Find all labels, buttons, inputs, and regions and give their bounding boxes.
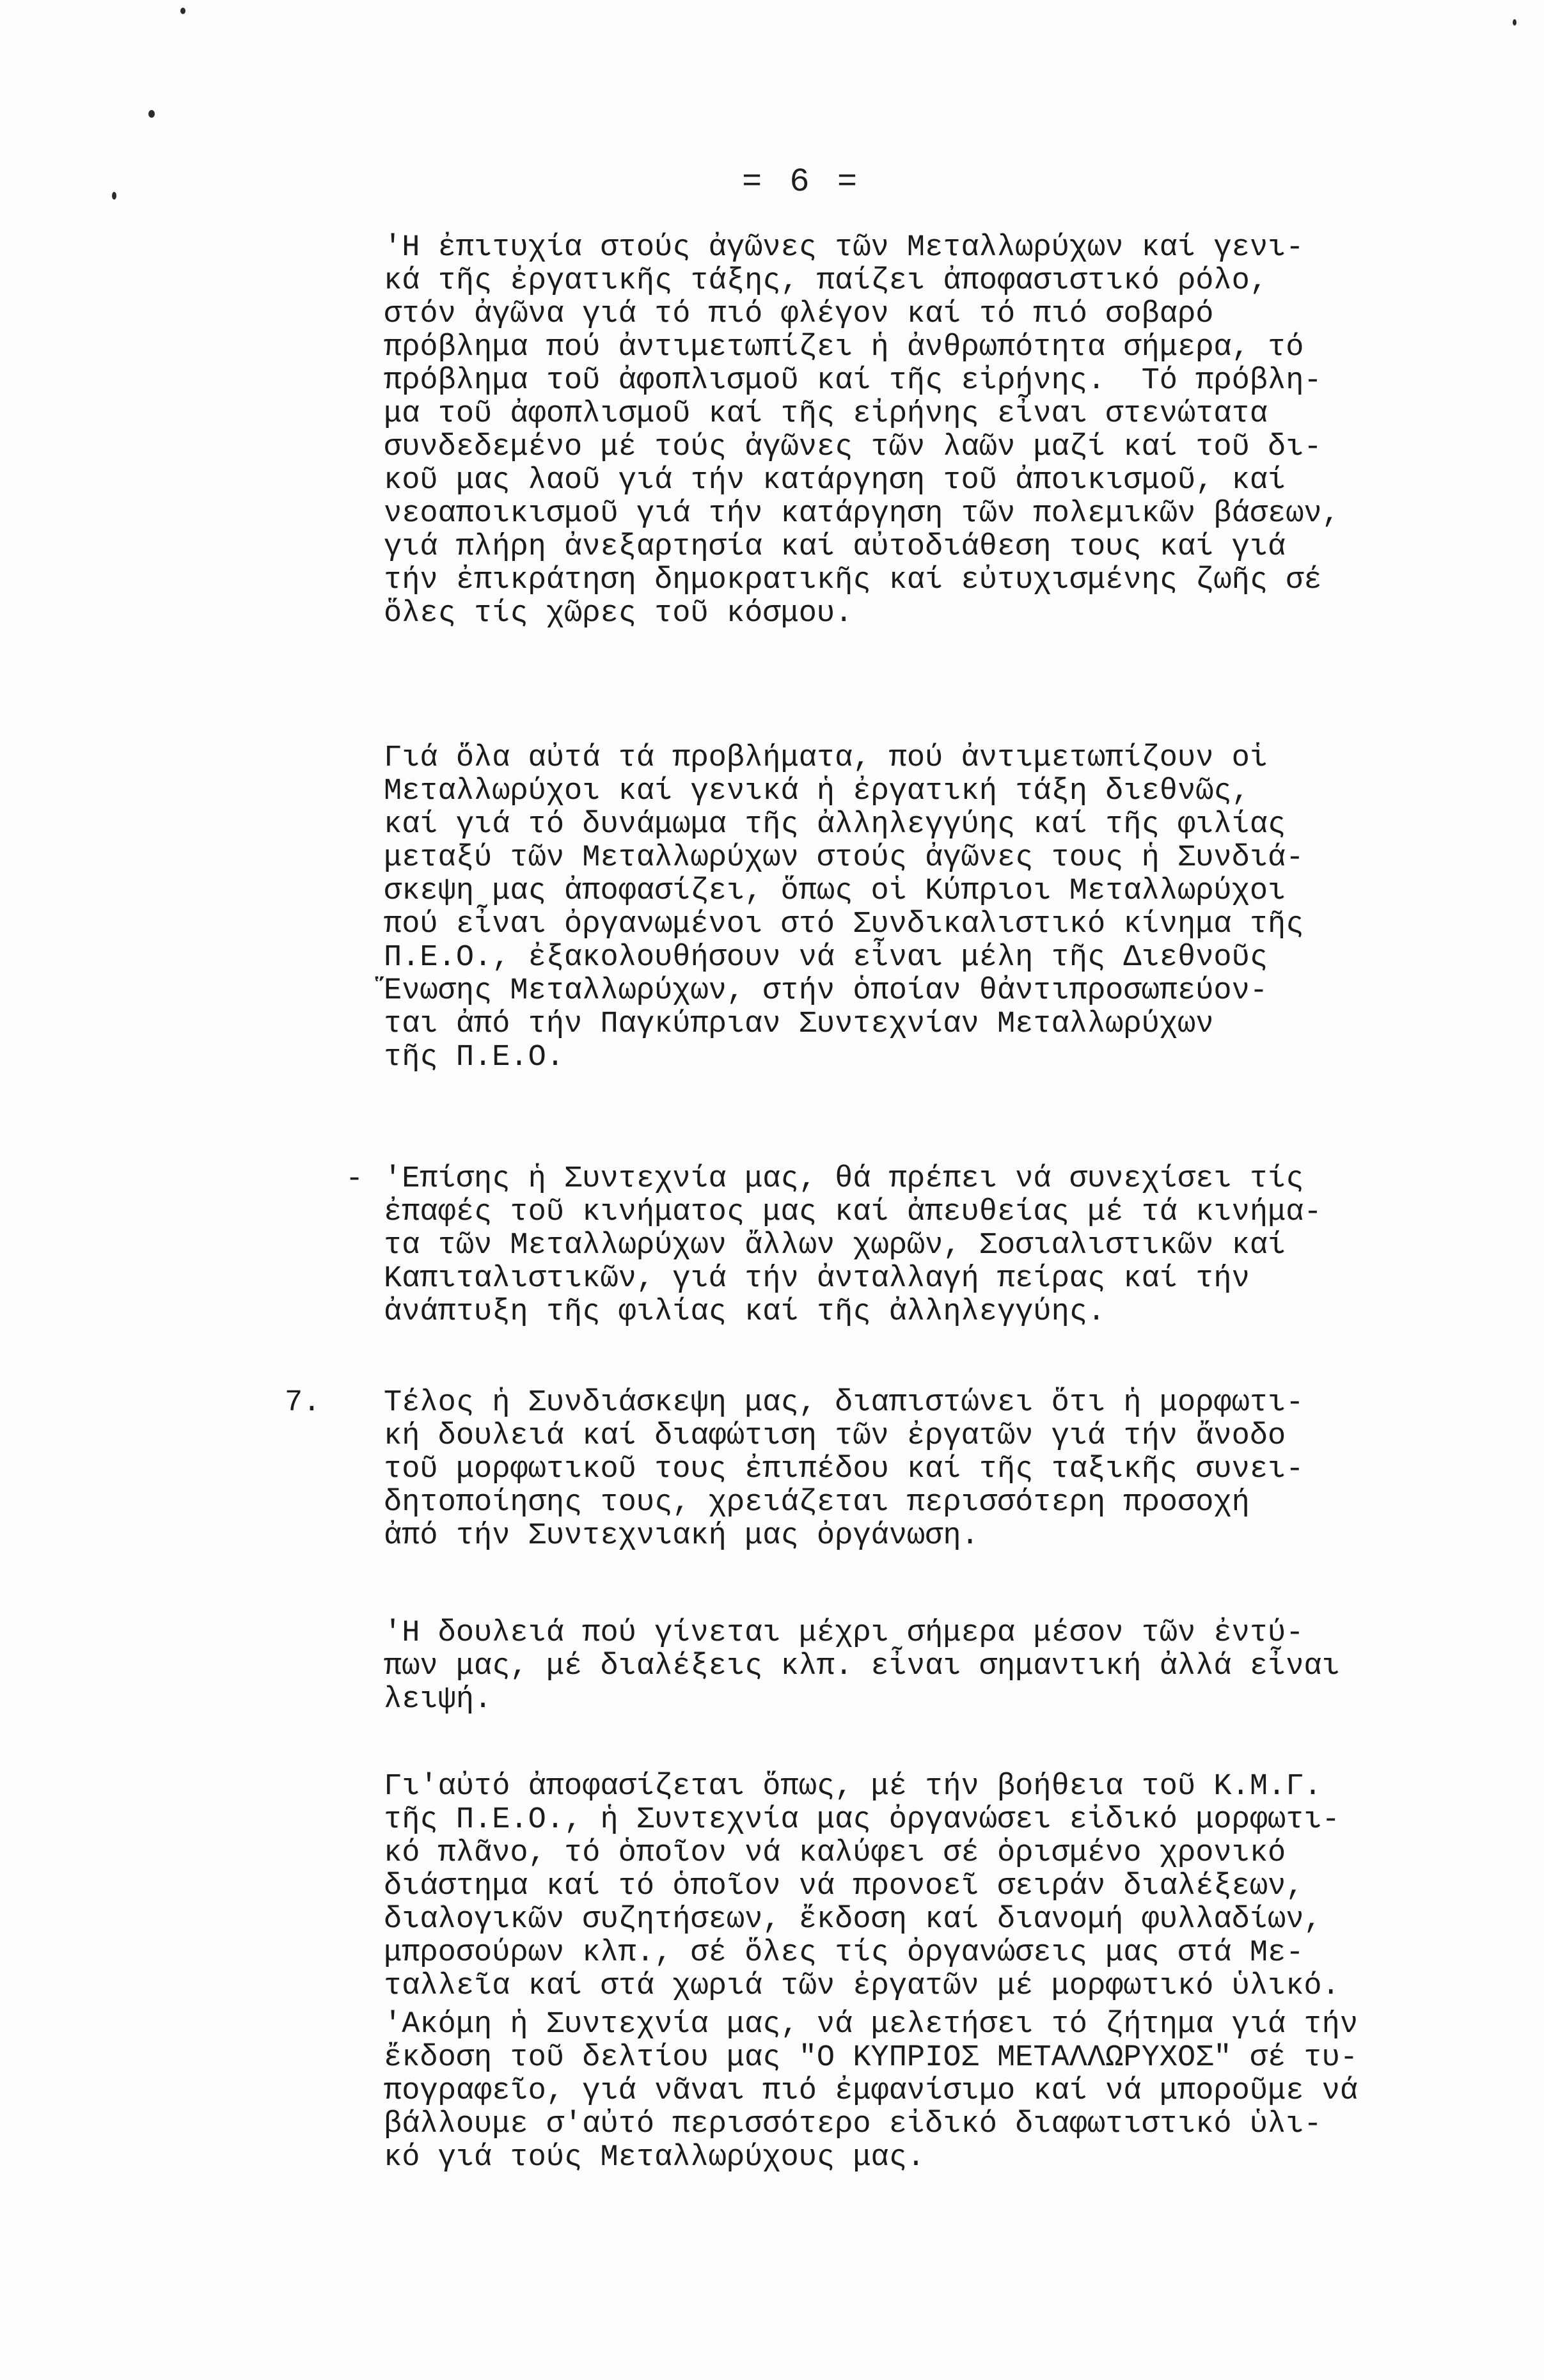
text-line: βάλλουμε σ'αὐτό περισσότερο εἰδικό διαφωτιστικό ὑλι- [384, 2108, 1322, 2141]
text-line: τῆς Π.Ε.Ο., ἡ Συντεχνία μας ὀργανώσει εἰδικό μορφωτι- [384, 1803, 1340, 1837]
text-line: 'Ακόμη ἡ Συντεχνία μας, νά μελετήσει τό ζήτημα γιά τήν [384, 2008, 1359, 2042]
text-line: τοῦ μορφωτικοῦ τους ἐπιπέδου καί τῆς ταξικῆς συνει- [384, 1453, 1304, 1486]
text-line: διάστημα καί τό ὁποῖον νά προνοεῖ σειράν διαλέξεων, [384, 1870, 1304, 1903]
text-line: Καπιταλιστικῶν, γιά τήν ἀνταλλαγή πείρας καί τήν [384, 1262, 1250, 1296]
text-line: διαλογικῶν συζητήσεων, ἔκδοση καί διανομή φυλλαδίων, [384, 1903, 1322, 1937]
text-line: νεοαποικισμοῦ γιά τήν κατάργηση τῶν πολεμικῶν βάσεων, [384, 497, 1340, 531]
scan-speck [1513, 19, 1516, 26]
text-line: Ἕνωσης Μεταλλωρύχων, στήν ὁποίαν θἀντιπροσωπεύον- [384, 974, 1268, 1008]
scan-speck [148, 110, 155, 118]
text-line: Τέλος ἡ Συνδιάσκεψη μας, διαπιστώνει ὅτι ἡ μορφωτι- [384, 1386, 1304, 1420]
text-line: ἐπαφές τοῦ κινήματος μας καί ἀπευθείας μέ τά κινήμα- [384, 1195, 1322, 1229]
paragraph-4 [384, 1387, 1433, 1553]
paragraph-7 [384, 2008, 1433, 2175]
text-line: κό πλᾶνο, τό ὁποῖον νά καλύφει σέ ὁρισμένο χρονικό [384, 1836, 1286, 1870]
text-line: κή δουλειά καί διαφώτιση τῶν ἐργατῶν γιά τήν ἄνοδο [384, 1419, 1286, 1453]
text-line: πού εἶναι ὀργανωμένοι στό Συνδικαλιστικό κίνημα τῆς [384, 908, 1304, 942]
text-line: σκεψη μας ἀποφασίζει, ὅπως οἱ Κύπριοι Μεταλλωρύχοι [384, 874, 1286, 908]
paragraph-5 [384, 1617, 1433, 1717]
text-line: ὅλες τίς χῶρες τοῦ κόσμου. [384, 597, 853, 631]
text-line: δητοποίησης τους, χρειάζεται περισσότερη προσοχή [384, 1486, 1250, 1520]
paragraph-2 [384, 742, 1433, 1075]
list-dash-marker: - [345, 1162, 364, 1196]
text-line: 'Η δουλειά πού γίνεται μέχρι σήμερα μέσον τῶν ἐντύ- [384, 1616, 1304, 1650]
text-line: κό γιά τούς Μεταλλωρύχους μας. [384, 2141, 926, 2175]
text-line: ἀνάπτυξη τῆς φιλίας καί τῆς ἀλληλεγγύης. [384, 1295, 1106, 1329]
paragraph-1 [384, 232, 1433, 631]
text-line: Γι'αὐτό ἀποφασίζεται ὅπως, μέ τήν βοήθεια τοῦ Κ.Μ.Γ. [384, 1770, 1322, 1804]
text-line: πρόβλημα πού ἀντιμετωπίζει ἡ ἀνθρωπότητα σήμερα, τό [384, 331, 1304, 365]
text-line: ἀπό τήν Συντεχνιακή μας ὀργάνωση. [384, 1519, 979, 1553]
text-line: ἔκδοση τοῦ δελτίου μας "Ο ΚΥΠΡΙΟΣ ΜΕΤΑΛΛΩΡΥΧΟΣ" σέ τυ- [384, 2041, 1359, 2075]
text-line: ται ἀπό τήν Παγκύπριαν Συντεχνίαν Μεταλλωρύχων [384, 1007, 1214, 1041]
text-line: τα τῶν Μεταλλωρύχων ἄλλων χωρῶν, Σοσιαλιστικῶν καί [384, 1229, 1286, 1263]
text-line: λειψή. [384, 1683, 492, 1717]
text-line: τῆς Π.Ε.Ο. [384, 1041, 565, 1075]
text-line: μπροσούρων κλπ., σέ ὅλες τίς ὀργανώσεις μας στά Με- [384, 1936, 1304, 1970]
text-line: ταλλεῖα καί στά χωριά τῶν ἐργατῶν μέ μορφωτικό ὑλικό. [384, 1969, 1340, 2003]
text-line: πογραφεῖο, γιά νᾶναι πιό ἐμφανίσιμο καί νά μποροῦμε νά [384, 2074, 1359, 2108]
text-line: μα τοῦ ἀφοπλισμοῦ καί τῆς εἰρήνης εἶναι στενώτατα [384, 397, 1268, 431]
text-line: κοῦ μας λαοῦ γιά τήν κατάργηση τοῦ ἀποικισμοῦ, καί [384, 464, 1286, 498]
text-line: Π.Ε.Ο., ἐξακολουθήσουν νά εἶναι μέλη τῆς Διεθνοῦς [384, 941, 1268, 975]
text-line: 'Η ἐπιτυχία στούς ἀγῶνες τῶν Μεταλλωρύχων καί γενι- [384, 231, 1304, 265]
page-number: = 6 = [742, 163, 862, 201]
text-line: μεταξύ τῶν Μεταλλωρύχων στούς ἀγῶνες τους ἡ Συνδιά- [384, 841, 1304, 875]
text-line: Μεταλλωρύχοι καί γενικά ἡ ἐργατική τάξη διεθνῶς, [384, 775, 1250, 808]
text-line: στόν ἀγῶνα γιά τό πιό φλέγον καί τό πιό σοβαρό [384, 297, 1214, 331]
text-line: Γιά ὅλα αὐτά τά προβλήματα, πού ἀντιμετωπίζουν οἱ [384, 741, 1268, 775]
text-line: 'Επίσης ἡ Συντεχνία μας, θά πρέπει νά συνεχίσει τίς [384, 1162, 1304, 1196]
section-number: 7. [285, 1386, 321, 1420]
paragraph-3 [384, 1163, 1433, 1329]
text-line: συνδεδεμένο μέ τούς ἀγῶνες τῶν λαῶν μαζί καί τοῦ δι- [384, 430, 1322, 464]
scan-speck [180, 8, 185, 14]
text-line: κά τῆς ἐργατικῆς τάξης, παίζει ἀποφασιστικό ρόλο, [384, 264, 1268, 298]
text-line: γιά πλήρη ἀνεξαρτησία καί αὐτοδιάθεση τους καί γιά [384, 530, 1286, 564]
paragraph-6 [384, 1770, 1433, 2003]
text-line: τήν ἐπικράτηση δημοκρατικῆς καί εὐτυχισμένης ζωῆς σέ [384, 563, 1322, 597]
text-line: καί γιά τό δυνάμωμα τῆς ἀλληλεγγύης καί τῆς φιλίας [384, 808, 1286, 842]
text-line: πρόβλημα τοῦ ἀφοπλισμοῦ καί τῆς εἰρήνης. Τό πρόβλη- [384, 364, 1322, 398]
text-line: πων μας, μέ διαλέξεις κλπ. εἶναι σημαντική ἀλλά εἶναι [384, 1650, 1340, 1683]
scan-speck [112, 192, 116, 200]
